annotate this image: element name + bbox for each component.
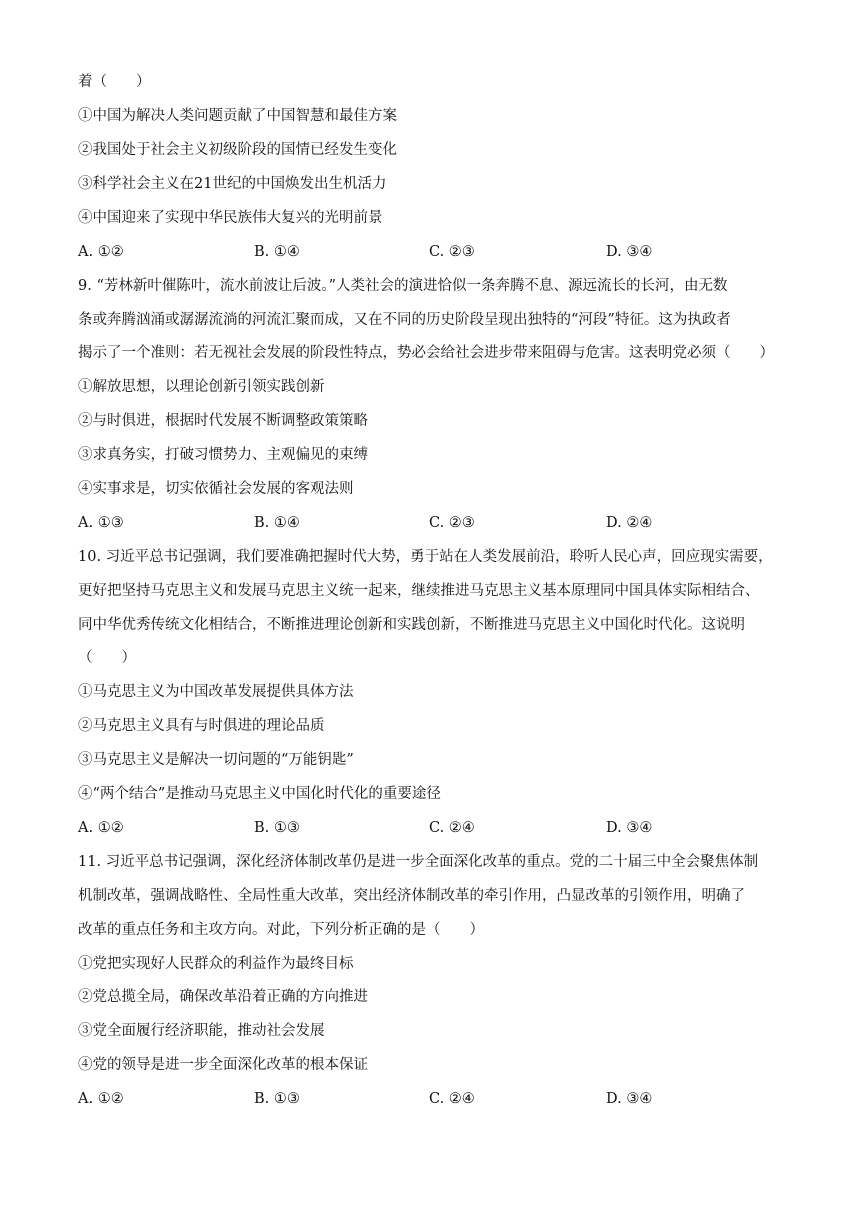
question-10-item-3: ③马克思主义是解决一切问题的“万能钥匙” [78, 752, 354, 768]
question-10-stem-line-3: 同中华优秀传统文化相结合，不断推进理论创新和实践创新，不断推进马克思主义中国化时代化。这说明 [78, 617, 745, 633]
question-9-option-d: D. ②④ [606, 515, 653, 531]
question-10-stem-line-1: 10. 习近平总书记强调，我们要准确把握时代大势，勇于站在人类发展前沿，聆听人民心声，回应现实需要， [78, 549, 773, 565]
question-9-item-4: ④实事求是，切实依循社会发展的客观法则 [78, 481, 354, 497]
question-10-option-c: C. ②④ [429, 820, 475, 836]
question-8-option-b: B. ①④ [254, 244, 300, 260]
question-9-item-1: ①解放思想，以理论创新引领实践创新 [78, 379, 325, 395]
question-10-option-a: A. ①② [78, 820, 124, 836]
question-9-item-2: ②与时俱进，根据时代发展不断调整政策策略 [78, 413, 368, 429]
question-9-stem-line-1: 9. “芳林新叶催陈叶，流水前波让后波。”人类社会的演进恰似一条奔腾不息、源远流长的长河，由无数 [78, 278, 728, 294]
question-10-stem-line-4: （ ） [78, 650, 136, 666]
question-8-tail: 着（ ） [78, 74, 151, 90]
question-11-stem-line-2: 机制改革，强调战略性、全局性重大改革，突出经济体制改革的牵引作用，凸显改革的引领作用，明确了 [78, 888, 745, 904]
question-11-item-1: ①党把实现好人民群众的利益作为最终目标 [78, 956, 354, 972]
question-9-option-a: A. ①③ [78, 515, 124, 531]
question-8-item-4: ④中国迎来了实现中华民族伟大复兴的光明前景 [78, 210, 383, 226]
question-11-item-3: ③党全面履行经济职能，推动社会发展 [78, 1023, 325, 1039]
question-10-item-4: ④“两个结合”是推动马克思主义中国化时代化的重要途径 [78, 786, 441, 802]
question-11-stem-line-3: 改革的重点任务和主攻方向。对此，下列分析正确的是（ ） [78, 922, 484, 938]
question-8-option-a: A. ①② [78, 244, 124, 260]
question-11-stem-line-1: 11. 习近平总书记强调，深化经济体制改革仍是进一步全面深化改革的重点。党的二十届三中全会聚焦体制 [78, 854, 759, 870]
question-11-item-4: ④党的领导是进一步全面深化改革的根本保证 [78, 1057, 368, 1073]
question-11-option-c: C. ②④ [429, 1091, 475, 1107]
question-9-option-c: C. ②③ [429, 515, 475, 531]
question-11-option-b: B. ①③ [254, 1091, 300, 1107]
question-11-option-a: A. ①② [78, 1091, 124, 1107]
question-10-option-d: D. ③④ [606, 820, 653, 836]
question-8-item-1: ①中国为解决人类问题贡献了中国智慧和最佳方案 [78, 108, 397, 124]
question-10-option-b: B. ①③ [254, 820, 300, 836]
question-8-item-3: ③科学社会主义在21世纪的中国焕发出生机活力 [78, 176, 387, 192]
question-8-option-c: C. ②③ [429, 244, 475, 260]
question-9-stem-line-2: 条或奔腾汹涌或潺潺流淌的河流汇聚而成，又在不同的历史阶段呈现出独特的“河段”特征。这为执政者 [78, 312, 731, 328]
question-8-option-d: D. ③④ [606, 244, 653, 260]
question-10-item-2: ②马克思主义具有与时俱进的理论品质 [78, 718, 325, 734]
question-11-item-2: ②党总揽全局，确保改革沿着正确的方向推进 [78, 989, 368, 1005]
question-9-item-3: ③求真务实，打破习惯势力、主观偏见的束缚 [78, 447, 368, 463]
question-9-option-b: B. ①④ [254, 515, 300, 531]
question-8-item-2: ②我国处于社会主义初级阶段的国情已经发生变化 [78, 142, 397, 158]
question-9-stem-line-3: 揭示了一个准则：若无视社会发展的阶段性特点，势必会给社会进步带来阻碍与危害。这表明党必须（ ） [78, 345, 774, 361]
question-11-option-d: D. ③④ [606, 1091, 653, 1107]
question-10-stem-line-2: 更好把坚持马克思主义和发展马克思主义统一起来，继续推进马克思主义基本原理同中国具体实际相结合、 [78, 583, 760, 599]
question-10-item-1: ①马克思主义为中国改革发展提供具体方法 [78, 684, 354, 700]
